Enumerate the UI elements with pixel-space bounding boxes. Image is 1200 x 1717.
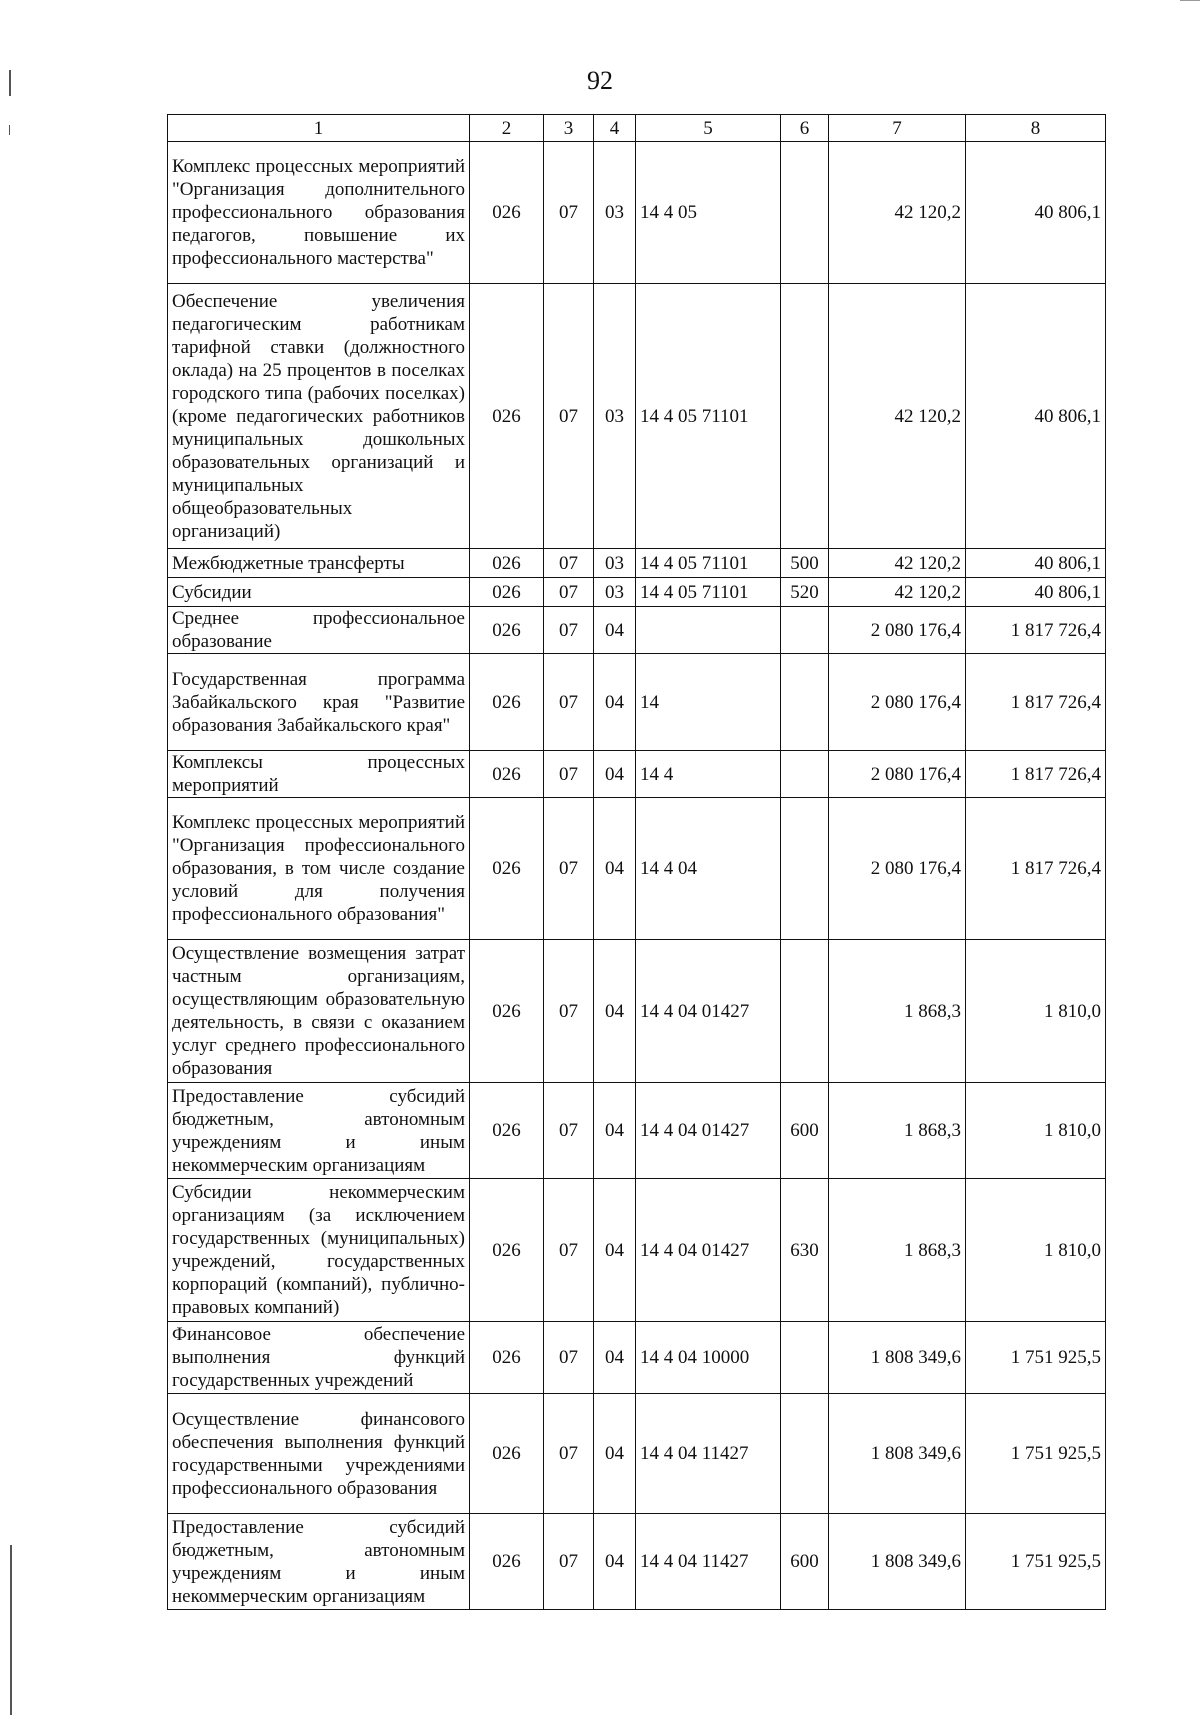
subsection-code: 04 <box>594 1514 636 1610</box>
amount-year-2: 40 806,1 <box>966 284 1106 549</box>
amount-year-1: 1 868,3 <box>829 940 966 1083</box>
table-row <box>168 751 1106 798</box>
expense-type-code <box>781 284 829 549</box>
table-row <box>168 940 1106 1083</box>
amount-year-1: 1 808 349,6 <box>829 1322 966 1394</box>
ministry-code: 026 <box>470 578 544 607</box>
amount-year-2: 40 806,1 <box>966 142 1106 284</box>
target-article-code: 14 4 04 01427 <box>636 1179 781 1322</box>
ministry-code: 026 <box>470 142 544 284</box>
row-name: Осуществление возмещения затрат частным организациям, осуществляющим образовательную деятельность, в связи с оказанием услуг среднего профессионального образования <box>168 940 470 1083</box>
amount-year-1: 2 080 176,4 <box>829 798 966 940</box>
subsection-code: 04 <box>594 798 636 940</box>
target-article-code: 14 4 04 11427 <box>636 1394 781 1514</box>
section-code: 07 <box>544 1083 594 1179</box>
table-row <box>168 1514 1106 1610</box>
subsection-code: 04 <box>594 751 636 798</box>
ministry-code: 026 <box>470 284 544 549</box>
row-name: Комплексы процессных мероприятий <box>168 751 470 798</box>
page-number: 92 <box>587 66 613 95</box>
ministry-code: 026 <box>470 1083 544 1179</box>
ministry-code: 026 <box>470 798 544 940</box>
row-name: Комплекс процессных мероприятий "Организация дополнительного профессионального образования педагогов, повышение их профессионального мастерства" <box>168 142 470 284</box>
amount-year-2: 1 817 726,4 <box>966 654 1106 751</box>
section-code: 07 <box>544 751 594 798</box>
column-header: 7 <box>829 115 966 142</box>
amount-year-2: 1 810,0 <box>966 1179 1106 1322</box>
scan-mark <box>9 70 11 96</box>
amount-year-2: 1 817 726,4 <box>966 798 1106 940</box>
section-code: 07 <box>544 1179 594 1322</box>
target-article-code: 14 4 05 71101 <box>636 549 781 578</box>
table-row <box>168 578 1106 607</box>
amount-year-1: 2 080 176,4 <box>829 607 966 654</box>
expense-type-code: 600 <box>781 1083 829 1179</box>
table-row <box>168 1394 1106 1514</box>
target-article-code: 14 4 05 <box>636 142 781 284</box>
amount-year-1: 42 120,2 <box>829 578 966 607</box>
column-number-row <box>168 115 1106 142</box>
column-header: 8 <box>966 115 1106 142</box>
amount-year-1: 2 080 176,4 <box>829 751 966 798</box>
ministry-code: 026 <box>470 1394 544 1514</box>
row-name: Финансовое обеспечение выполнения функций государственных учреждений <box>168 1322 470 1394</box>
scan-mark <box>1180 0 1200 1</box>
target-article-code: 14 4 05 71101 <box>636 578 781 607</box>
section-code: 07 <box>544 940 594 1083</box>
ministry-code: 026 <box>470 607 544 654</box>
ministry-code: 026 <box>470 549 544 578</box>
section-code: 07 <box>544 1514 594 1610</box>
ministry-code: 026 <box>470 940 544 1083</box>
scan-mark <box>10 1545 12 1715</box>
target-article-code: 14 <box>636 654 781 751</box>
amount-year-1: 1 808 349,6 <box>829 1394 966 1514</box>
row-name: Субсидии <box>168 578 470 607</box>
table-row <box>168 607 1106 654</box>
target-article-code: 14 4 04 01427 <box>636 1083 781 1179</box>
expense-type-code <box>781 1322 829 1394</box>
section-code: 07 <box>544 607 594 654</box>
ministry-code: 026 <box>470 1179 544 1322</box>
ministry-code: 026 <box>470 751 544 798</box>
expense-type-code: 520 <box>781 578 829 607</box>
table-row <box>168 798 1106 940</box>
column-header: 2 <box>470 115 544 142</box>
amount-year-1: 42 120,2 <box>829 142 966 284</box>
subsection-code: 04 <box>594 654 636 751</box>
scan-mark <box>9 125 10 135</box>
expense-type-code: 600 <box>781 1514 829 1610</box>
subsection-code: 04 <box>594 607 636 654</box>
section-code: 07 <box>544 549 594 578</box>
section-code: 07 <box>544 654 594 751</box>
amount-year-2: 40 806,1 <box>966 578 1106 607</box>
expense-type-code <box>781 654 829 751</box>
expense-type-code <box>781 751 829 798</box>
row-name: Среднее профессиональное образование <box>168 607 470 654</box>
subsection-code: 04 <box>594 940 636 1083</box>
target-article-code: 14 4 <box>636 751 781 798</box>
budget-table <box>167 114 1106 1610</box>
section-code: 07 <box>544 1394 594 1514</box>
table-row <box>168 1083 1106 1179</box>
subsection-code: 04 <box>594 1394 636 1514</box>
target-article-code: 14 4 04 11427 <box>636 1514 781 1610</box>
amount-year-2: 1 817 726,4 <box>966 607 1106 654</box>
amount-year-1: 42 120,2 <box>829 549 966 578</box>
amount-year-1: 42 120,2 <box>829 284 966 549</box>
target-article-code: 14 4 04 10000 <box>636 1322 781 1394</box>
subsection-code: 04 <box>594 1322 636 1394</box>
row-name: Субсидии некоммерческим организациям (за исключением государственных (муниципальных) учреждений, государственных корпораций (компаний), публично-правовых компаний) <box>168 1179 470 1322</box>
subsection-code: 04 <box>594 1179 636 1322</box>
table-row <box>168 1179 1106 1322</box>
subsection-code: 03 <box>594 578 636 607</box>
section-code: 07 <box>544 578 594 607</box>
table-body <box>168 142 1106 1610</box>
row-name: Обеспечение увеличения педагогическим работникам тарифной ставки (должностного оклада) на 25 процентов в поселках городского типа (рабочих поселках) (кроме педагогических работников муниципальных дошкольных образовательных организаций и муниципальных общеобразовательных организаций) <box>168 284 470 549</box>
section-code: 07 <box>544 142 594 284</box>
amount-year-2: 1 751 925,5 <box>966 1394 1106 1514</box>
target-article-code: 14 4 04 <box>636 798 781 940</box>
row-name: Осуществление финансового обеспечения выполнения функций государственными учреждениями профессионального образования <box>168 1394 470 1514</box>
target-article-code: 14 4 05 71101 <box>636 284 781 549</box>
ministry-code: 026 <box>470 654 544 751</box>
row-name: Комплекс процессных мероприятий "Организация профессионального образования, в том числе создание условий для получения профессионального образования" <box>168 798 470 940</box>
table-row <box>168 142 1106 284</box>
amount-year-1: 1 808 349,6 <box>829 1514 966 1610</box>
section-code: 07 <box>544 798 594 940</box>
amount-year-2: 40 806,1 <box>966 549 1106 578</box>
amount-year-1: 2 080 176,4 <box>829 654 966 751</box>
subsection-code: 04 <box>594 1083 636 1179</box>
amount-year-2: 1 751 925,5 <box>966 1514 1106 1610</box>
column-header: 3 <box>544 115 594 142</box>
row-name: Межбюджетные трансферты <box>168 549 470 578</box>
subsection-code: 03 <box>594 284 636 549</box>
row-name: Государственная программа Забайкальского края "Развитие образования Забайкальского края" <box>168 654 470 751</box>
ministry-code: 026 <box>470 1514 544 1610</box>
table-row <box>168 654 1106 751</box>
expense-type-code <box>781 607 829 654</box>
expense-type-code <box>781 940 829 1083</box>
column-header: 5 <box>636 115 781 142</box>
section-code: 07 <box>544 1322 594 1394</box>
row-name: Предоставление субсидий бюджетным, автономным учреждениям и иным некоммерческим организациям <box>168 1514 470 1610</box>
column-header: 6 <box>781 115 829 142</box>
column-header: 1 <box>168 115 470 142</box>
amount-year-2: 1 817 726,4 <box>966 751 1106 798</box>
amount-year-2: 1 751 925,5 <box>966 1322 1106 1394</box>
expense-type-code: 630 <box>781 1179 829 1322</box>
subsection-code: 03 <box>594 142 636 284</box>
amount-year-1: 1 868,3 <box>829 1179 966 1322</box>
section-code: 07 <box>544 284 594 549</box>
amount-year-2: 1 810,0 <box>966 1083 1106 1179</box>
ministry-code: 026 <box>470 1322 544 1394</box>
amount-year-2: 1 810,0 <box>966 940 1106 1083</box>
expense-type-code: 500 <box>781 549 829 578</box>
expense-type-code <box>781 798 829 940</box>
amount-year-1: 1 868,3 <box>829 1083 966 1179</box>
table-row <box>168 1322 1106 1394</box>
row-name: Предоставление субсидий бюджетным, автономным учреждениям и иным некоммерческим организациям <box>168 1083 470 1179</box>
table-row <box>168 549 1106 578</box>
target-article-code <box>636 607 781 654</box>
table-row <box>168 284 1106 549</box>
expense-type-code <box>781 1394 829 1514</box>
expense-type-code <box>781 142 829 284</box>
target-article-code: 14 4 04 01427 <box>636 940 781 1083</box>
column-header: 4 <box>594 115 636 142</box>
subsection-code: 03 <box>594 549 636 578</box>
